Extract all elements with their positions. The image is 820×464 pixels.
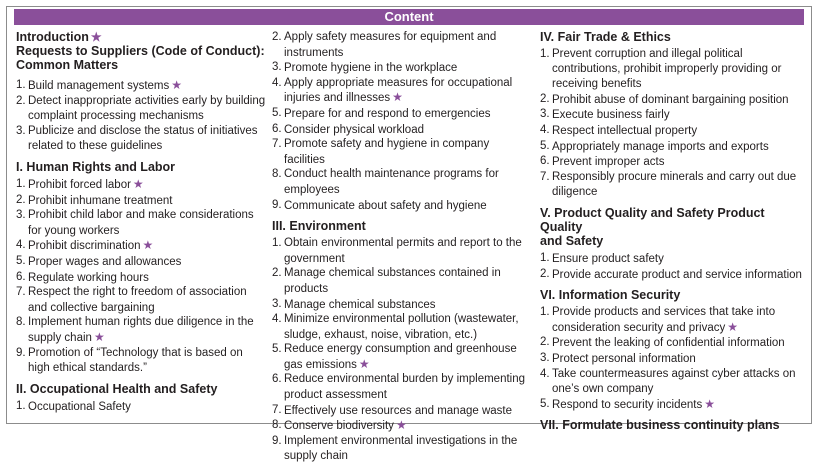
- item-label: Prohibit forced labor: [28, 178, 131, 191]
- item-text: [552, 397, 808, 413]
- item-text: [28, 346, 266, 376]
- item-label: Effectively use resources and manage waste: [284, 404, 512, 417]
- item-label: Promote safety and hygiene in company facilities: [284, 138, 490, 166]
- item-number: 2.: [272, 267, 282, 280]
- item-label: Minimize environmental pollution (wastewater, sludge, exhaust, noise, vibration, etc.): [284, 313, 519, 341]
- item-text: [284, 137, 530, 167]
- star-icon: ★: [727, 319, 738, 334]
- list-item: [16, 78, 266, 94]
- item-label: Consider physical workload: [284, 123, 424, 136]
- list-item: [16, 94, 266, 124]
- item-text: [28, 177, 266, 193]
- item-text: [552, 154, 808, 170]
- item-number: 8.: [16, 316, 26, 329]
- item-text: [552, 47, 808, 92]
- item-label: Execute business fairly: [552, 109, 670, 122]
- star-icon: ★: [132, 176, 144, 191]
- item-number: 2.: [16, 193, 26, 206]
- star-icon: ★: [358, 356, 370, 371]
- item-number: 3.: [16, 209, 26, 222]
- column-2: [272, 30, 530, 464]
- item-number: 6.: [272, 122, 282, 135]
- item-label: Build management systems: [28, 80, 170, 92]
- star-icon: ★: [392, 90, 403, 105]
- list-item: [16, 193, 266, 209]
- item-number: 5.: [272, 343, 282, 356]
- item-text: [284, 30, 530, 60]
- item-number: 1.: [540, 48, 550, 60]
- ohs-list-part1: [16, 399, 266, 415]
- list-item: [16, 124, 266, 154]
- item-label: Prevent corruption and illegal political contributions, prohibit improperly providing or receiving benefits: [552, 48, 782, 91]
- list-item: [16, 270, 266, 286]
- item-label: Ensure product safety: [552, 252, 664, 265]
- human-rights-list: [16, 177, 266, 376]
- item-text: [28, 78, 266, 94]
- item-text: [284, 418, 530, 434]
- item-text: [552, 170, 808, 200]
- item-text: [552, 139, 808, 155]
- item-number: 7.: [272, 138, 282, 151]
- item-text: [28, 124, 266, 154]
- item-text: [552, 367, 808, 397]
- item-number: 3.: [540, 108, 550, 121]
- item-label: Manage chemical substances: [284, 298, 436, 311]
- list-item: [272, 30, 530, 60]
- product-quality-list: [540, 251, 808, 282]
- list-item: [272, 312, 530, 342]
- item-number: 5.: [16, 254, 26, 267]
- item-label: Prevent the leaking of confidential information: [552, 337, 785, 350]
- item-label: Provide products and services that take into consideration security and privacy: [552, 306, 776, 334]
- item-number: 1.: [540, 306, 550, 319]
- fair-trade-list: [540, 47, 808, 200]
- star-icon: ★: [704, 396, 715, 411]
- column-3: [540, 30, 808, 432]
- list-item: [16, 399, 266, 415]
- item-number: 7.: [272, 403, 282, 416]
- item-text: [284, 76, 530, 106]
- item-label: Regulate working hours: [28, 271, 149, 284]
- item-label: Communicate about safety and hygiene: [284, 199, 487, 212]
- list-item: [540, 397, 808, 413]
- column-1: [16, 30, 266, 414]
- item-text: [552, 92, 808, 108]
- item-number: 9.: [272, 434, 282, 447]
- item-text: [284, 236, 530, 266]
- item-text: [552, 251, 808, 267]
- info-security-title: VI. Information Security: [540, 288, 681, 303]
- item-label: Conduct health maintenance programs for employees: [284, 168, 499, 196]
- star-icon: ★: [395, 418, 407, 433]
- intro-title-text: Introduction: [16, 30, 89, 44]
- item-number: 2.: [540, 267, 550, 280]
- item-label: Prohibit inhumane treatment: [28, 194, 173, 207]
- list-item: [272, 418, 530, 434]
- content-banner: Content: [14, 9, 804, 25]
- item-number: 1.: [16, 399, 26, 412]
- item-number: 3.: [540, 351, 550, 364]
- item-number: 1.: [272, 237, 282, 250]
- item-number: 6.: [272, 373, 282, 386]
- info-security-list: [540, 305, 808, 412]
- list-item: [540, 123, 808, 139]
- item-text: [28, 270, 266, 286]
- item-number: 2.: [16, 94, 26, 107]
- list-item: [16, 315, 266, 345]
- fair-trade-title: IV. Fair Trade & Ethics: [540, 30, 671, 44]
- item-number: 1.: [540, 251, 550, 264]
- item-label: Provide accurate product and service information: [552, 268, 802, 281]
- item-number: 4.: [272, 313, 282, 326]
- list-item: [272, 198, 530, 214]
- item-number: 6.: [16, 270, 26, 283]
- list-item: [540, 154, 808, 170]
- item-label: Promotion of “Technology that is based on high ethical standards.”: [28, 346, 243, 375]
- item-text: [284, 122, 530, 138]
- item-number: 7.: [16, 286, 26, 299]
- item-label: Prevent improper acts: [552, 156, 665, 169]
- item-label: Conserve biodiversity: [284, 420, 394, 433]
- item-text: [284, 434, 530, 464]
- item-number: 3.: [272, 61, 282, 74]
- list-item: [272, 60, 530, 76]
- item-text: [28, 315, 266, 345]
- item-text: [28, 193, 266, 209]
- item-label: Prepare for and respond to emergencies: [284, 107, 491, 120]
- item-number: 3.: [272, 297, 282, 310]
- list-item: [16, 346, 266, 376]
- item-text: [28, 399, 266, 415]
- item-number: 4.: [272, 76, 282, 89]
- item-number: 9.: [16, 346, 26, 359]
- list-item: [272, 137, 530, 167]
- item-number: 7.: [540, 170, 550, 183]
- star-icon: ★: [142, 238, 154, 253]
- intro-subtitle-line1: Requests to Suppliers (Code of Conduct):: [16, 44, 265, 58]
- item-label: Obtain environmental permits and report to the government: [284, 237, 522, 265]
- item-text: [552, 335, 808, 351]
- list-item: [540, 92, 808, 108]
- item-text: [284, 312, 530, 342]
- item-label: Take countermeasures against cyber attacks on one’s own company: [552, 367, 796, 396]
- item-label: Responsibly procure minerals and carry out due diligence: [552, 170, 797, 199]
- list-item: [540, 305, 808, 335]
- item-text: [552, 351, 808, 367]
- item-number: 8.: [272, 168, 282, 181]
- list-item: [540, 107, 808, 123]
- item-label: Reduce energy consumption and greenhouse gas emissions: [284, 343, 517, 371]
- list-item: [272, 122, 530, 138]
- list-item: [540, 351, 808, 367]
- item-number: 3.: [16, 124, 26, 137]
- item-number: 1.: [16, 177, 26, 190]
- item-number: 4.: [540, 367, 550, 380]
- list-item: [272, 236, 530, 266]
- item-label: Reduce environmental burden by implementing product assessment: [284, 373, 526, 402]
- item-label: Implement environmental investigations in the supply chain: [284, 434, 518, 463]
- bcp-title: VII. Formulate business continuity plans: [540, 418, 780, 433]
- item-label: Publicize and disclose the status of initiatives related to these guidelines: [28, 124, 258, 153]
- item-label: Proper wages and allowances: [28, 255, 182, 268]
- item-text: [552, 267, 808, 283]
- item-label: Promote hygiene in the workplace: [284, 62, 458, 75]
- item-number: 5.: [540, 397, 550, 410]
- star-icon: ★: [93, 329, 105, 344]
- list-item: [540, 170, 808, 200]
- list-item: [272, 167, 530, 197]
- item-number: 8.: [272, 419, 282, 432]
- product-quality-title-line1: V. Product Quality and Safety Product Quality: [540, 205, 765, 234]
- item-number: 5.: [540, 139, 550, 152]
- item-label: Prohibit child labor and make considerations for young workers: [28, 209, 254, 237]
- item-text: [284, 297, 530, 313]
- item-label: Respond to security incidents: [552, 398, 703, 411]
- list-item: [540, 47, 808, 92]
- item-label: Implement human rights due diligence in the supply chain: [28, 316, 254, 344]
- item-text: [284, 106, 530, 122]
- item-text: [284, 266, 530, 296]
- list-item: [272, 342, 530, 372]
- list-item: [540, 139, 808, 155]
- product-quality-title-line2: and Safety: [540, 233, 604, 248]
- list-item: [272, 372, 530, 402]
- item-number: 4.: [16, 239, 26, 252]
- list-item: [16, 285, 266, 315]
- list-item: [540, 267, 808, 283]
- item-label: Appropriately manage imports and exports: [552, 140, 769, 153]
- item-number: 5.: [272, 106, 282, 119]
- item-text: [284, 167, 530, 197]
- item-number: 1.: [16, 79, 26, 91]
- intro-list: [16, 78, 266, 154]
- item-number: 2.: [272, 31, 282, 43]
- star-icon: ★: [90, 30, 102, 44]
- list-item: [16, 238, 266, 254]
- item-text: [552, 107, 808, 123]
- item-number: 2.: [540, 336, 550, 349]
- item-number: 2.: [540, 92, 550, 105]
- item-label: Protect personal information: [552, 352, 696, 365]
- item-text: [284, 198, 530, 214]
- item-text: [284, 403, 530, 419]
- item-text: [552, 305, 808, 335]
- list-item: [272, 266, 530, 296]
- list-item: [272, 403, 530, 419]
- item-label: Manage chemical substances contained in products: [284, 267, 501, 295]
- list-item: [272, 434, 530, 464]
- ohs-list-part2: [272, 30, 530, 213]
- item-text: [284, 60, 530, 76]
- list-item: [540, 251, 808, 267]
- item-label: Respect intellectual property: [552, 124, 698, 137]
- item-label: Respect the right to freedom of association and collective bargaining: [28, 286, 247, 314]
- list-item: [272, 297, 530, 313]
- item-text: [28, 94, 266, 124]
- intro-subtitle-line2: Common Matters: [16, 58, 119, 72]
- star-icon: ★: [171, 78, 183, 92]
- list-item: [272, 106, 530, 122]
- item-text: [284, 342, 530, 372]
- list-item: [16, 177, 266, 193]
- list-item: [272, 76, 530, 106]
- list-item: [540, 367, 808, 397]
- environment-title: III. Environment: [272, 219, 366, 234]
- item-label: Detect inappropriate activities early by building complaint processing mechanisms: [28, 94, 266, 123]
- list-item: [540, 335, 808, 351]
- intro-title: [16, 30, 266, 44]
- list-item: [16, 208, 266, 238]
- human-rights-title: I. Human Rights and Labor: [16, 159, 176, 174]
- item-number: 9.: [272, 198, 282, 211]
- item-label: Occupational Safety: [28, 400, 131, 413]
- item-text: [28, 285, 266, 315]
- item-label: Apply safety measures for equipment and instruments: [284, 31, 497, 59]
- item-number: 6.: [540, 155, 550, 168]
- list-item: [16, 254, 266, 270]
- item-text: [284, 372, 530, 402]
- item-label: Prohibit discrimination: [28, 240, 141, 253]
- item-text: [28, 208, 266, 238]
- item-label: Apply appropriate measures for occupational injuries and illnesses: [284, 76, 513, 105]
- ohs-title: II. Occupational Health and Safety: [16, 381, 218, 396]
- item-text: [28, 254, 266, 270]
- item-text: [28, 238, 266, 254]
- item-label: Prohibit abuse of dominant bargaining position: [552, 93, 789, 106]
- item-number: 4.: [540, 123, 550, 136]
- item-text: [552, 123, 808, 139]
